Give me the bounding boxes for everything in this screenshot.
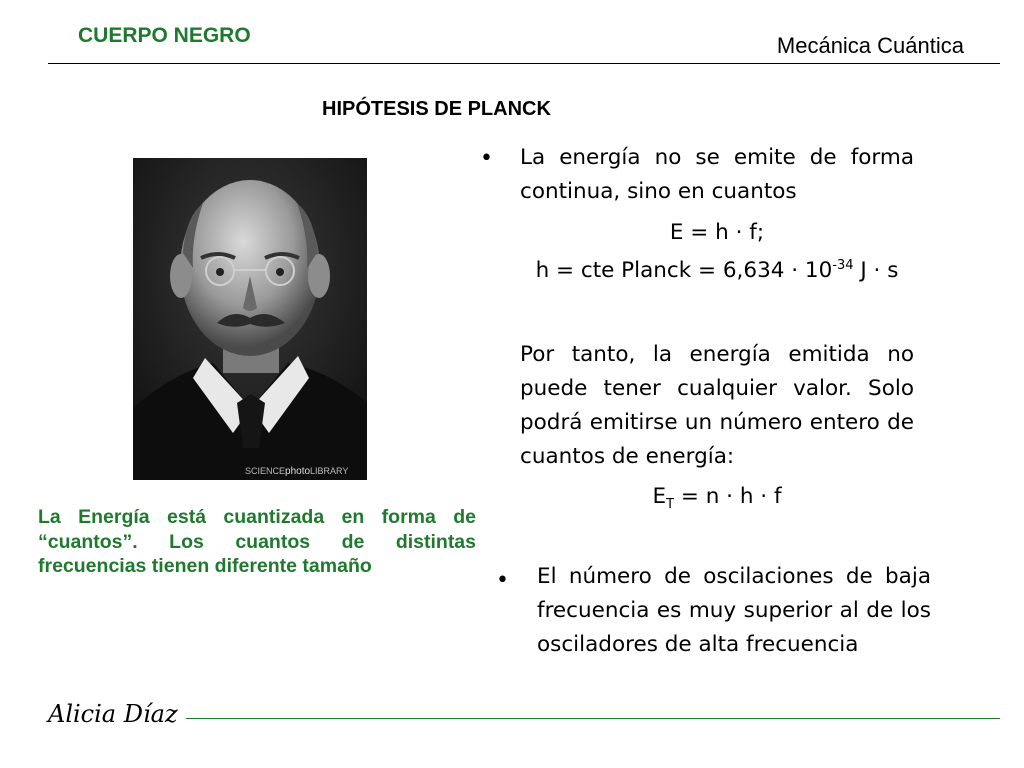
equation-planck-prefix: h = cte Planck = 6,634 · 10 xyxy=(535,258,833,283)
equation-energy: E = h · f; xyxy=(669,220,765,245)
photo-credit xyxy=(245,466,348,477)
photo-credit-prefix: SCIENCE xyxy=(245,466,286,476)
caption-text: La Energía está cuantizada en forma de “cuantos”. Los cuantos de distintas frecuencias tienen diferente tamaño xyxy=(38,506,476,577)
portrait-illustration xyxy=(133,158,367,480)
photo-credit-photo: photo xyxy=(285,466,311,477)
bullet-1-text: La energía no se emite de forma continua, sino en cuantos xyxy=(520,145,914,204)
course-title: Mecánica Cuántica xyxy=(776,33,964,58)
page-title: HIPÓTESIS DE PLANCK xyxy=(322,98,551,120)
bullet-marker: • xyxy=(480,146,493,171)
photo-credit-suffix: LIBRARY xyxy=(310,466,349,476)
author-signature: Alicia Díaz xyxy=(48,700,178,728)
equation-total-symbol: E xyxy=(652,484,667,509)
header-divider xyxy=(48,63,1000,64)
portrait-photo xyxy=(133,158,367,480)
footer-divider xyxy=(186,718,1000,719)
slide-topic: CUERPO NEGRO xyxy=(78,24,251,47)
explanation-paragraph: Por tanto, la energía emitida no puede tener cualquier valor. Solo podrá emitirse un número entero de cuantos de energía: xyxy=(520,342,914,469)
equation-total-energy xyxy=(520,484,914,512)
bullet-2-text: El número de oscilaciones de baja frecuencia es muy superior al de los osciladores de alta frecuencia xyxy=(537,564,931,657)
equation-total-subscript: T xyxy=(666,497,675,512)
equation-planck-suffix: J · s xyxy=(853,258,899,283)
equation-planck-constant xyxy=(520,258,914,283)
equation-planck-exponent: -34 xyxy=(832,258,854,273)
bullet-marker: • xyxy=(496,568,509,593)
equation-total-rest: = n · h · f xyxy=(674,484,782,509)
